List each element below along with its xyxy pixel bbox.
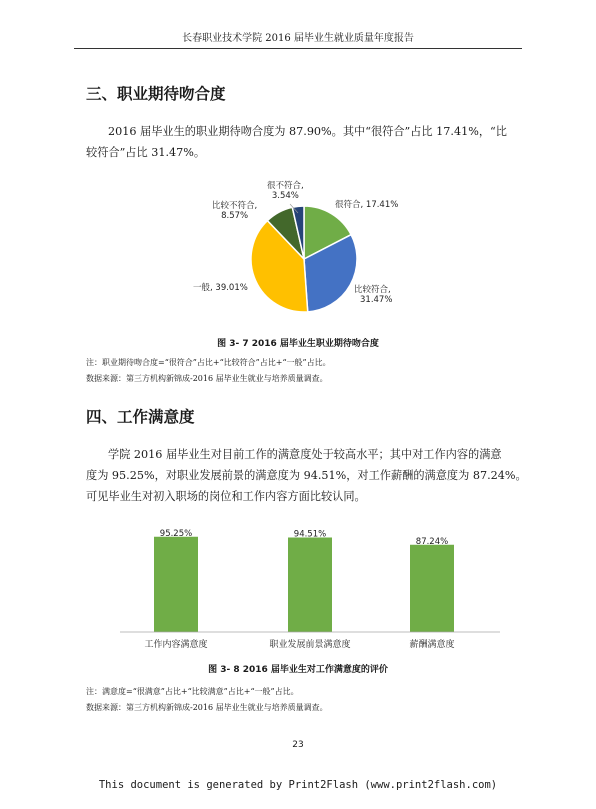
figure-3-7-caption: 图 3- 7 2016 届毕业生职业期待吻合度 xyxy=(217,339,379,349)
figure-3-8-note: 注：满意度=“很满意”占比+“比较满意”占比+“一般”占比。 xyxy=(86,687,299,696)
section3-heading: 三、职业期待吻合度 xyxy=(86,85,226,103)
bar-value-label: 94.51% xyxy=(293,529,327,540)
bar-category-label: 薪酬满意度 xyxy=(409,640,455,650)
pie-label-比较不符合: 比较不符合, 8.57% xyxy=(212,201,258,221)
bar-category-label: 工作内容满意度 xyxy=(144,640,208,650)
section3-para-line1: 2016 届毕业生的职业期待吻合度为 87.90%。其中“很符合”占比 17.41%，“比 xyxy=(108,125,507,138)
pie-label-很符合: 很符合, 17.41% xyxy=(335,200,399,210)
print2flash-footer: This document is generated by Print2Flash (www.print2flash.com) xyxy=(98,779,498,791)
bar-value-label: 87.24% xyxy=(415,536,449,547)
pie-label-比较符合: 比较符合, 31.47% xyxy=(354,285,393,305)
bar-value-label: 95.25% xyxy=(159,528,193,539)
section4-para-line1: 学院 2016 届毕业生对目前工作的满意度处于较高水平；其中对工作内容的满意 xyxy=(108,448,502,461)
pie-label-一般: 一般, 39.01% xyxy=(193,283,248,293)
section4-para-line2: 度为 95.25%，对职业发展前景的满意度为 94.51%，对工作薪酬的满意度为 87.24%。 xyxy=(86,469,527,482)
bar-薪酬满意度 xyxy=(410,545,454,632)
bar-工作内容满意度 xyxy=(154,537,198,632)
report-header-title: 长春职业技术学院 2016 届毕业生就业质量年度报告 xyxy=(182,33,414,44)
figure-3-7-source: 数据来源：第三方机构新锦成-2016 届毕业生就业与培养质量调查。 xyxy=(86,374,328,383)
figure-3-8-caption: 图 3- 8 2016 届毕业生对工作满意度的评价 xyxy=(208,665,388,675)
bar-category-label: 职业发展前景满意度 xyxy=(269,640,351,650)
section4-para-line3: 可见毕业生对初入职场的岗位和工作内容方面比较认同。 xyxy=(86,490,366,503)
page-number: 23 xyxy=(292,740,304,750)
figure-3-8-source: 数据来源：第三方机构新锦成-2016 届毕业生就业与培养质量调查。 xyxy=(86,703,328,712)
figure-3-7-note: 注：职业期待吻合度=“很符合”占比+“比较符合”占比+“一般”占比。 xyxy=(86,358,331,367)
bar-chart xyxy=(110,520,510,655)
section3-para-line2: 较符合”占比 31.47%。 xyxy=(86,146,206,159)
section4-heading: 四、工作满意度 xyxy=(86,408,195,426)
bar-职业发展前景满意度 xyxy=(288,537,332,632)
pie-label-很不符合: 很不符合, 3.54% xyxy=(267,181,304,201)
header-divider xyxy=(74,48,522,49)
